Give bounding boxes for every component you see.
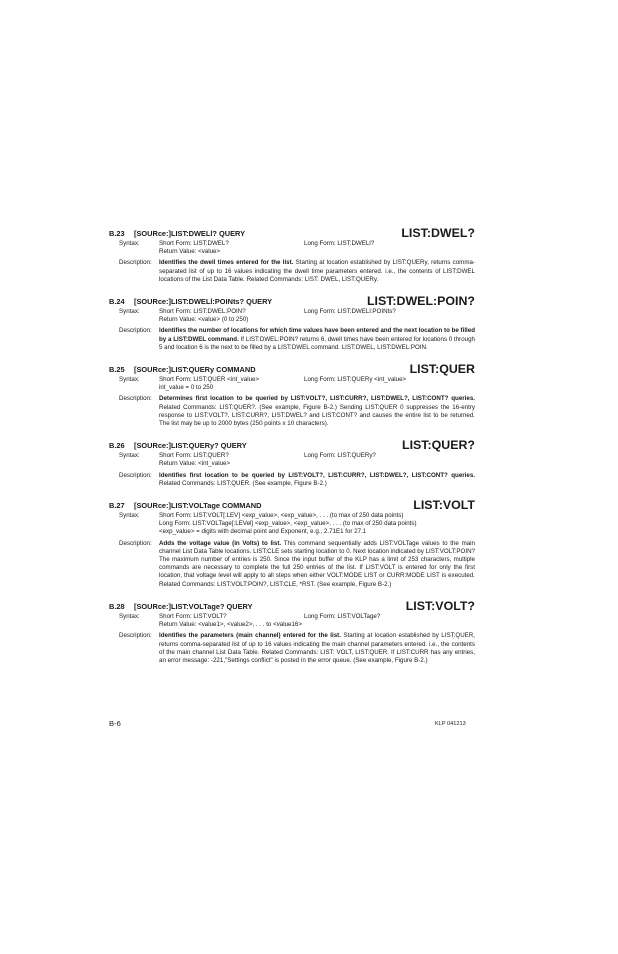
page-number: B-6 — [109, 719, 121, 728]
section-number: B.28 — [109, 601, 125, 611]
command-section — [109, 289, 475, 352]
description-text: Starting at location established by LIST:QUER, returns comma-separated list of up to 16 values indicating the main channel parameters entered. i.e., the contents of the main channel List Data Table. Related Commands: LIST: VOLT, LIST:QUER. If LIST:CURR has any entries, an error message: -221,"Settings conflict" is posted in the error queue. (See example, Figure B-2.) — [159, 632, 475, 664]
section-header — [109, 221, 475, 239]
description-body — [159, 540, 475, 589]
syntax-line: Short Form: LIST:VOLT? — [159, 612, 227, 620]
command-mnemonic: LIST:VOLT — [413, 498, 475, 513]
description-summary: Identifies the parameters (main channel) entered for the list. — [159, 632, 341, 640]
description-text: Related Commands: LIST:QUER?. (See example, Figure B-2.) Sending LIST:QUER 0 suppresses the 16-entry response to LIST:VOLT?, LIST:CURR?, LIST:DWEL? and LIST:CONT? and causes the entire list to be returned. The list may be up to 2000 bytes (250 points x 10 characters). — [159, 403, 475, 428]
long-form: Long Form: LIST:QUERy <int_value> — [304, 376, 407, 384]
description-summary: Identifies first location to be queried by LIST:VOLT?, LIST:CURR?, LIST:DWEL?, LIST:CONT? queries. — [159, 471, 475, 479]
section-number: B.23 — [109, 229, 125, 238]
description-summary: Identifies the dwell times entered for the list. — [159, 259, 294, 267]
section-header — [109, 289, 475, 307]
syntax-label: Syntax: — [119, 376, 140, 384]
syntax-label: Syntax: — [119, 240, 140, 247]
syntax-label: Syntax: — [119, 612, 140, 620]
document-id: KLP 041213 — [435, 721, 466, 727]
section-title — [109, 441, 247, 450]
manual-page — [109, 221, 475, 670]
command-section — [109, 221, 475, 284]
description-row — [109, 540, 475, 589]
section-title — [109, 365, 256, 374]
description-body — [159, 259, 475, 284]
section-header — [109, 357, 475, 375]
command-section — [109, 594, 475, 665]
command-section — [109, 433, 475, 488]
syntax-line: <exp_value> = digits with decimal point and Exponent, e.g., 2.71E1 for 27.1 — [159, 528, 367, 536]
syntax-line: Short Form: LIST:VOLT[:LEV] <exp_value>, <exp_value>, . . . (to max of 250 data points) — [159, 512, 404, 520]
section-title — [109, 602, 253, 611]
syntax-line: Short Form: LIST:DWEL:POIN? — [159, 308, 246, 316]
command-mnemonic: LIST:DWEL:POIN? — [366, 294, 475, 309]
description-label: Description: — [119, 539, 152, 547]
command-section — [109, 357, 475, 428]
syntax-line: Short Form: LIST:QUER <int_value> — [159, 376, 260, 384]
syntax-label: Syntax: — [119, 308, 140, 316]
description-row — [109, 259, 475, 284]
syntax-row — [109, 240, 475, 256]
syntax-label: Syntax: — [119, 452, 140, 460]
command-mnemonic: LIST:VOLT? — [405, 598, 475, 613]
syntax-line: Long Form: LIST:VOLTage[:LEVel] <exp_value>, <exp_value>, . . . (to max of 250 data points) — [159, 520, 417, 528]
description-label: Description: — [119, 327, 152, 335]
section-number: B.24 — [109, 297, 125, 307]
syntax-row — [109, 376, 475, 392]
section-heading-text: [SOURce:]LIST:DWELl? QUERY — [134, 229, 245, 238]
section-header — [109, 594, 475, 612]
section-title — [109, 229, 245, 238]
section-header — [109, 433, 475, 451]
syntax-line: Return Value: <value> (0 to 250) — [159, 316, 249, 324]
syntax-line: Return Value: <value> — [159, 248, 221, 256]
description-summary: Adds the voltage value (in Volts) to list. — [159, 539, 282, 547]
long-form: Long Form: LIST:VOLTage? — [304, 612, 381, 620]
syntax-row — [109, 613, 475, 629]
long-form: Long Form: LIST:DWELl? — [304, 240, 375, 247]
description-row — [109, 327, 475, 352]
section-number: B.26 — [109, 441, 125, 451]
description-body — [159, 632, 475, 665]
section-title — [109, 297, 272, 306]
section-heading-text: [SOURce:]LIST:VOLTage? QUERY — [134, 601, 253, 611]
command-mnemonic: LIST:QUER — [409, 362, 475, 377]
description-label: Description: — [119, 259, 152, 267]
section-heading-text: [SOURce:]LIST:DWELl:POINts? QUERY — [134, 297, 273, 307]
description-label: Description: — [119, 395, 152, 403]
syntax-line: Short Form: LIST:QUER? — [159, 452, 229, 460]
description-summary: Determines first location to be queried by LIST:VOLT?, LIST:CURR?, LIST:DWEL?, LIST:CONT? queries. — [159, 395, 475, 403]
syntax-label: Syntax: — [119, 512, 140, 520]
description-text: Related Commands: LIST:QUER. (See example, Figure B-2.) — [159, 479, 327, 487]
section-header — [109, 493, 475, 511]
description-text: Starting at location established by LIST:QUERy, returns comma-separated list of up to 16 values indicating the dwell time parameters entered. i.e., the contents of LIST:DWEL locations of the List Data Table. Related Commands: LIST: DWEL, LIST:QUERy. — [159, 259, 475, 283]
description-body — [159, 327, 475, 352]
command-mnemonic: LIST:QUER? — [402, 438, 475, 453]
long-form: Long Form: LIST:DWELl:POINts? — [304, 308, 396, 316]
syntax-row — [109, 512, 475, 537]
description-label: Description: — [119, 471, 152, 479]
command-mnemonic: LIST:DWEL? — [401, 226, 475, 240]
section-number: B.27 — [109, 501, 125, 511]
description-row — [109, 472, 475, 488]
syntax-row — [109, 452, 475, 468]
description-text: If LIST:DWEL:POIN? returns 6, dwell times have been entered for locations 0 through 5 and location 6 is the next to be filled by a LIST:DWEL command. LIST:DWEL, LIST:DWEL:POIN. — [159, 335, 475, 351]
section-number: B.25 — [109, 365, 125, 375]
description-label: Description: — [119, 632, 152, 640]
syntax-line: Return Value: <int_value> — [159, 460, 231, 468]
syntax-row — [109, 308, 475, 324]
description-body — [159, 395, 475, 428]
description-body — [159, 472, 475, 488]
section-heading-text: [SOURce:]LIST:QUERy? QUERY — [134, 441, 247, 451]
description-row — [109, 632, 475, 665]
syntax-line: Short Form: LIST:DWEL? — [159, 240, 229, 247]
syntax-line: Return Value: <value1>, <value2>, . . . to <value16> — [159, 621, 302, 629]
long-form: Long Form: LIST:QUERy? — [304, 452, 376, 460]
description-text: This command sequentially adds LIST:VOLTage values to the main channel List Data Table locations. LIST:CLE sets starting location to 0. Next location indicated by LIST:VOLT:POIN? The maximum number of entries is 250. Since the input buffer of the KLP has a limit of 253 characters, multiple commands are necessary to complete the full 250 entries of the list. If LIST:VOLT is entered for only the first location, that voltage level will apply to all steps when either VOLT:MODE LIST or CURR:MODE LIST is executed. Related Commands: LIST:VOLT:POIN?, LIST:CLE, *RST. (See example, Figure B-2.) — [159, 539, 475, 588]
description-row — [109, 395, 475, 428]
section-heading-text: [SOURce:]LIST:QUERy COMMAND — [134, 365, 256, 375]
syntax-body — [159, 512, 475, 537]
description-summary: Identifies the number of locations for which time values have been entered and the next location to be filled by a LIST:DWEL command. — [159, 327, 475, 343]
section-heading-text: [SOURce:]LIST:VOLTage COMMAND — [134, 501, 262, 511]
section-title — [109, 501, 261, 510]
command-section — [109, 493, 475, 589]
syntax-line: int_value = 0 to 250 — [159, 384, 214, 392]
